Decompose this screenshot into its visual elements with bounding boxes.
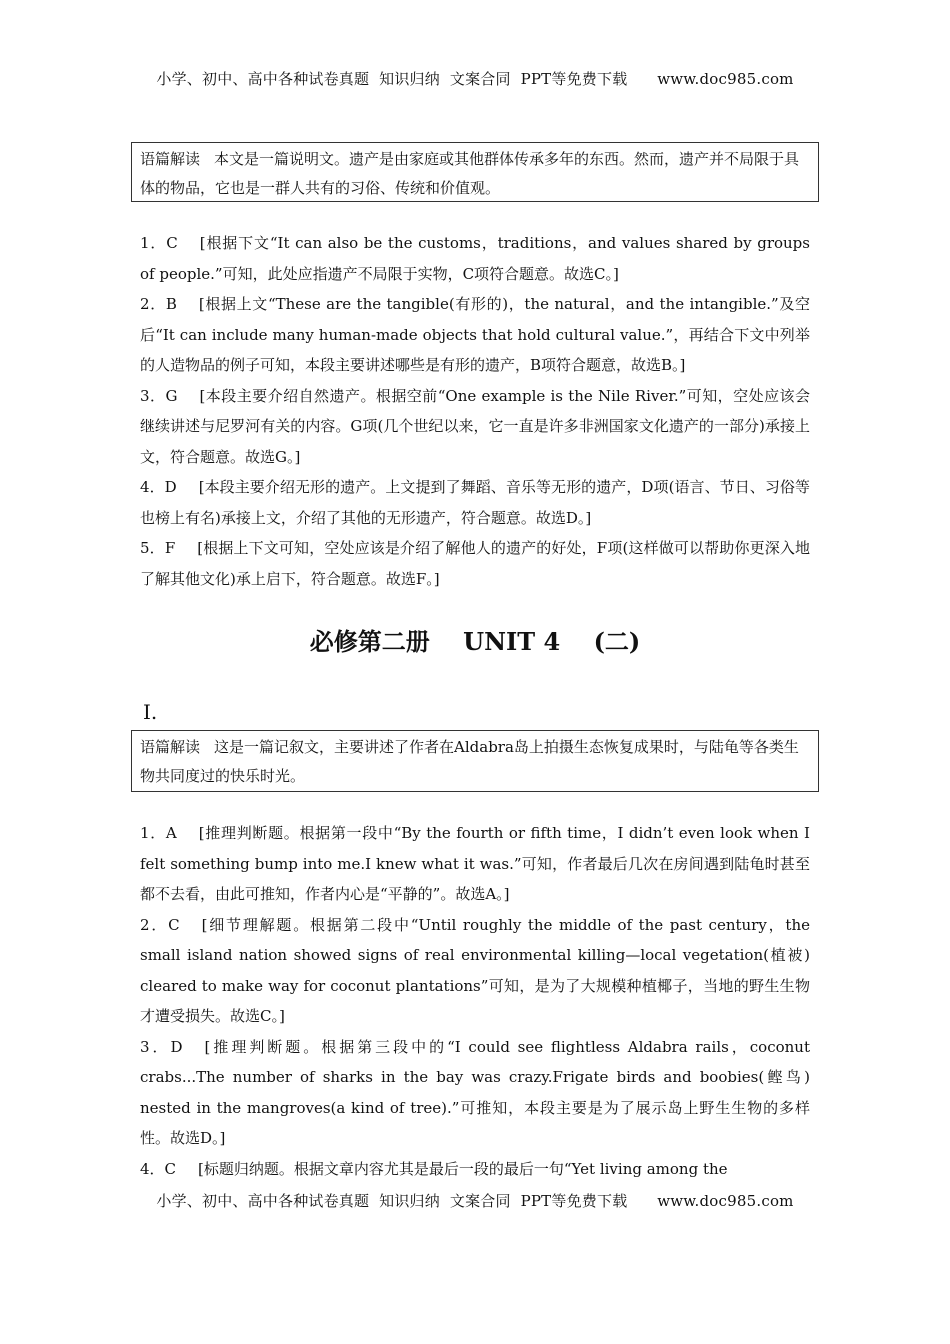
answer-item: 4．C [标题归纳题。根据文章内容尤其是最后一段的最后一句“Yet living among the (140, 1159, 728, 1178)
answer-item: 2．B [根据上文“These are the tangible(有形的)，the natural，and the intangible.”及空后“It can include many human-made objects that hold cultural value.”，再结合下文中列举的人造物品的例子可知，本段主要讲述哪些是有形的遗产，B项符合题意，故选B。] (140, 295, 810, 374)
reading-summary-box (131, 142, 819, 202)
unit-title: 必修第二册 UNIT 4 (二) (309, 627, 641, 656)
answer-list (140, 228, 810, 594)
reading-summary-box (131, 730, 819, 792)
answer-item: 5．F [根据上下文可知，空处应该是介绍了解他人的遗产的好处，F项(这样做可以帮助你更深入地了解其他文化)承上启下，符合题意。故选F。] (140, 539, 810, 588)
summary-label: 语篇解读 (140, 150, 201, 168)
summary-text: 这是一篇记叙文，主要讲述了作者在Aldabra岛上拍摄生态恢复成果时，与陆龟等各类生物共同度过的快乐时光。 (140, 738, 799, 785)
answer-item: 1．C [根据下文“It can also be the customs，traditions，and values shared by groups of people.”可知，此处应指遗产不局限于实物，C项符合题意。故选C。] (140, 234, 810, 283)
answer-item: 1．A [推理判断题。根据第一段中“By the fourth or fifth time，I didn’t even look when I felt something bump into me.I knew what it was.”可知，作者最后几次在房间遇到陆龟时甚至都不去看，由此可推知，作者内心是“平静的”。故选A。] (140, 824, 810, 903)
answer-item: 4．D [本段主要介绍无形的遗产。上文提到了舞蹈、音乐等无形的遗产，D项(语言、节日、习俗等也榜上有名)承接上文，介绍了其他的无形遗产，符合题意。故选D。] (140, 478, 810, 527)
page-footer: 小学、初中、高中各种试卷真题 知识归纳 文案合同 PPT等免费下载 www.doc985.com (156, 1192, 794, 1210)
summary-label: 语篇解读 (140, 738, 201, 756)
section-number: Ⅰ. (143, 700, 158, 724)
page-header: 小学、初中、高中各种试卷真题 知识归纳 文案合同 PPT等免费下载 www.doc985.com (156, 70, 794, 88)
answer-item: 3．G [本段主要介绍自然遗产。根据空前“One example is the Nile River.”可知，空处应该会继续讲述与尼罗河有关的内容。G项(几个世纪以来，它一直是许多非洲国家文化遗产的一部分)承接上文，符合题意。故选G。] (140, 386, 810, 466)
summary-text: 本文是一篇说明文。遗产是由家庭或其他群体传承多年的东西。然而，遗产并不局限于具体的物品，它也是一群人共有的习俗、传统和价值观。 (140, 150, 800, 197)
answer-item: 3．D [推理判断题。根据第三段中的“I could see flightless Aldabra rails，coconut crabs...The number of sharks in the bay was crazy.Frigate birds and boobies(鲣鸟) nested in the mangroves(a kind of tree).”可推知，本段主要是为了展示岛上野生生物的多样性。故选D。] (140, 1037, 810, 1147)
answer-list (140, 818, 810, 1184)
answer-item: 2．C [细节理解题。根据第二段中“Until roughly the middle of the past century，the small island nation showed signs of real environmental killing—local vegetation(植被) cleared to make way for coconut plantations”可知，是为了大规模种植椰子，当地的野生生物才遭受损失。故选C。] (140, 915, 810, 1025)
